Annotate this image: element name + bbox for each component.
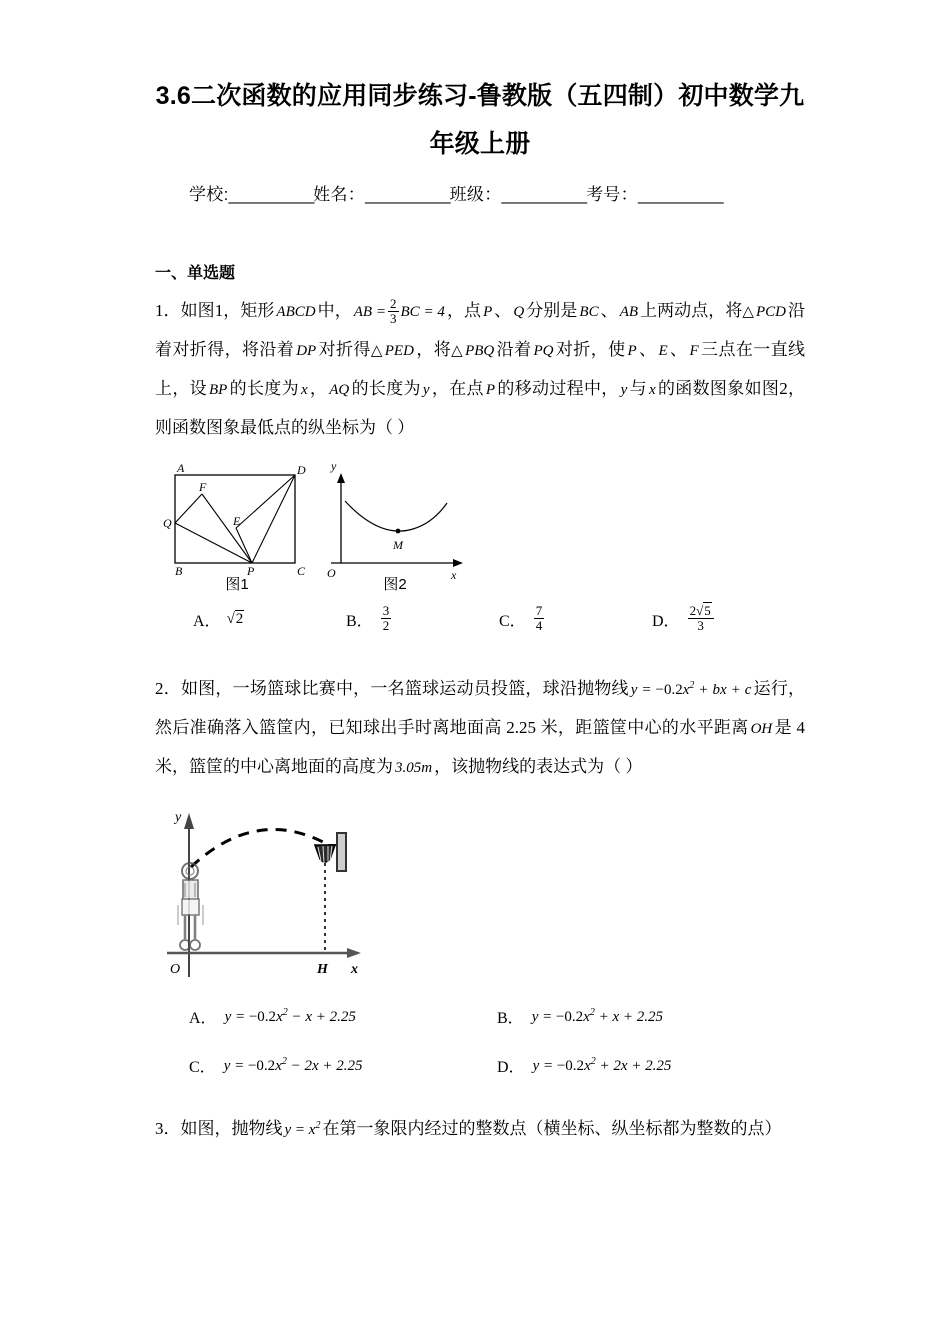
section-heading-multiple-choice: 一、单选题 — [155, 265, 236, 282]
label-x-axis: x — [451, 568, 457, 582]
q1-line3-b: 的长度为 — [229, 379, 299, 398]
name-label: 姓名： — [313, 185, 366, 204]
q1-line3-bp: BP — [208, 382, 228, 398]
q1-text-b: 中， — [317, 301, 352, 320]
label-x-axis: x — [351, 962, 358, 978]
q1-text-a: 如图1，矩形 — [180, 301, 275, 320]
title-line-1: 3.6二次函数的应用同步练习-鲁教版（五四制）初中数学九 — [155, 82, 805, 110]
q1-line2-dp: DP — [296, 343, 317, 359]
label-y-axis: y — [175, 810, 182, 826]
q1-line2-g: P — [627, 343, 637, 359]
q1-line3-h: 的 — [657, 379, 676, 398]
question-1-options — [155, 605, 805, 633]
q2-line1-b: 运行， — [753, 679, 806, 699]
q1-line3-d: 的长度为 — [351, 379, 421, 398]
label-B: B — [175, 564, 183, 578]
y-axis-arrow — [184, 813, 194, 829]
figure-1-diagram — [163, 461, 306, 578]
basketball-hoop-icon — [315, 833, 346, 871]
figure-2-diagram — [327, 461, 463, 582]
q1-line3-y: y — [422, 382, 430, 398]
question-2-options-row-2 — [155, 1054, 805, 1077]
question-3 — [155, 1107, 805, 1149]
exam-number-label: 考号： — [586, 185, 638, 204]
page-content — [155, 0, 805, 1149]
q1-line4: 函数图象如图2，则函数图象最低点的纵坐标为（ ） — [155, 379, 806, 437]
q1-line3-c: ， — [309, 379, 328, 398]
q2-math-oh: OH — [750, 721, 773, 738]
q2-option-b[interactable]: B． $y = -0.2x^2 + x + 2.25$ — [497, 1007, 664, 1028]
basketball-trajectory-svg — [165, 805, 405, 990]
q1-number: 1． — [155, 301, 181, 320]
name-blank[interactable]: __________ — [365, 185, 450, 204]
q1-option-d-value: $\frac{2√5}{3}$ — [686, 605, 716, 633]
q1-line3-a: 点在一直线上，设 — [155, 340, 806, 398]
q1-line2-pq: PQ — [533, 343, 554, 359]
q1-line2-e: 沿着 — [496, 340, 532, 359]
q1-text-f: 、 — [600, 301, 618, 320]
class-blank[interactable]: __________ — [501, 185, 587, 204]
q2-line1-a: 如图，一场篮球比赛中，一名篮球运动员投篮，球沿抛物线 — [180, 679, 629, 699]
x-axis-arrow — [347, 948, 361, 958]
q1-line3-y2: y — [620, 382, 628, 398]
q2-number: 2． — [155, 679, 181, 699]
q2-line2-a: 然后准确落入篮筐内，已知球出手时离地面高 2.25 米，距篮筐中心的水平距离 — [155, 718, 749, 738]
q2-formula: $y = -0.2x^2$ + bx + c — [630, 680, 752, 699]
q1-line2-l: 三 — [700, 340, 719, 359]
q2-line3-a: 米，篮筐的中心离地面的高度为 — [155, 757, 393, 777]
q1-line3-aq: AQ — [329, 382, 350, 398]
label-C: C — [297, 564, 306, 578]
figure-2-caption: 图2 — [383, 576, 407, 593]
q1-option-c-value: $\frac{7}{4}$ — [535, 603, 543, 633]
q1-option-b-value: $\frac{3}{2}$ — [382, 603, 390, 633]
q1-triangle-symbol-1: △ — [742, 304, 754, 320]
label-y-axis: y — [331, 461, 337, 473]
q1-option-c[interactable]: C． $\frac{7}{4}$ — [499, 605, 652, 633]
q2-option-d[interactable]: D． $y = -0.2x^2 + 2x + 2.25$ — [497, 1056, 672, 1077]
q2-option-a-value: $y = -0.2x^2 - x + 2.25$ — [224, 1007, 356, 1026]
q1-line3-f: 的移动过程中， — [497, 379, 619, 398]
question-2 — [155, 667, 805, 787]
ball-trajectory-dashed-curve — [191, 830, 325, 868]
label-P: P — [247, 564, 255, 578]
q1-triangle-symbol-3: △ — [451, 343, 464, 359]
student-info-line — [155, 180, 805, 210]
q1-triangle-symbol-2: △ — [370, 343, 383, 359]
q2-option-c[interactable]: C． $y = -0.2x^2 - 2x + 2.25$ — [189, 1056, 363, 1077]
q1-text-e: 分别是 — [526, 301, 578, 320]
q1-math-p: P — [483, 304, 493, 320]
q1-math-abcd: ABCD — [276, 304, 316, 320]
q1-option-b[interactable]: B． $\frac{3}{2}$ — [346, 605, 499, 633]
q1-line3-x2: x — [648, 382, 656, 398]
figure-1-and-2-svg — [155, 461, 475, 591]
q1-line2-c: 对折得 — [318, 340, 371, 359]
question-2-options-row-1 — [155, 1005, 805, 1028]
q3-text-a: 如图，抛物线 — [180, 1119, 283, 1139]
class-label: 班级： — [449, 185, 502, 204]
label-origin-O: O — [327, 566, 336, 580]
question-1 — [155, 292, 805, 447]
q1-line2-ped: PED — [384, 343, 414, 359]
school-label: 学校: — [189, 185, 229, 204]
label-H: H — [317, 962, 328, 978]
q1-line3-x: x — [300, 382, 308, 398]
q1-line3-g: 与 — [629, 379, 647, 398]
q1-line2-f: 对折，使 — [555, 340, 626, 359]
q3-text-b: 在第一象限内经过的整数点（横坐标、纵坐标都为整数的点） — [322, 1119, 782, 1139]
label-origin-O: O — [170, 962, 181, 978]
q2-line3-b: ，该抛物线的表达式为（ ） — [434, 757, 643, 777]
label-E: E — [233, 514, 241, 528]
q2-option-c-value: $y = -0.2x^2 - 2x + 2.25$ — [223, 1056, 363, 1075]
q1-option-a[interactable]: A． √2 — [193, 610, 244, 630]
label-A: A — [177, 461, 185, 475]
q1-line2-a: PCD — [755, 304, 786, 320]
question-1-figures — [155, 461, 805, 591]
q1-line2-j: 、 — [669, 340, 688, 359]
x-axis-arrow — [453, 559, 463, 567]
label-F: F — [199, 480, 207, 494]
q1-option-d[interactable]: D． $\frac{2√5}{3}$ — [652, 605, 805, 633]
q1-line3-p: P — [485, 382, 496, 398]
q2-option-b-value: $y = -0.2x^2 + x + 2.25$ — [531, 1007, 664, 1026]
q1-option-a-value: √2 — [226, 610, 244, 627]
q1-line2-b: 沿着对折得，将沿着 — [155, 301, 806, 359]
q2-hoop-height: 3.05m — [395, 760, 433, 777]
q1-math-ab2: AB — [619, 304, 639, 320]
figure-1-caption: 图1 — [225, 576, 249, 593]
q3-formula: $y = x^2$ — [284, 1120, 321, 1139]
q2-option-d-value: $y = -0.2x^2 + 2x + 2.25$ — [532, 1056, 672, 1075]
q1-line2-h: 、 — [638, 340, 657, 359]
q2-line2-b: 是 4 — [774, 718, 805, 738]
school-blank[interactable]: __________ — [228, 185, 314, 204]
parabola-curve — [345, 501, 447, 531]
exam-number-blank[interactable]: __________ — [637, 185, 723, 204]
q1-text-d: 、 — [494, 301, 512, 320]
q1-math-q: Q — [513, 304, 525, 320]
label-M: M — [393, 538, 403, 552]
title-line-2: 年级上册 — [429, 130, 531, 158]
question-2-figure — [165, 805, 805, 995]
q1-line2-k: F — [689, 343, 699, 359]
q1-formula-ab: AB = $\frac{2}{3}$ BC = 4 — [353, 296, 445, 327]
q1-line2-i: E — [658, 343, 668, 359]
point-M-marker — [396, 529, 401, 534]
q1-text-c: ，点 — [446, 301, 482, 320]
q1-line2-d: ，将 — [415, 340, 452, 359]
q3-number: 3． — [155, 1119, 181, 1139]
page-title — [155, 0, 805, 168]
q1-math-bc: BC — [579, 304, 599, 320]
q1-line2-pbq: PBQ — [465, 343, 495, 359]
label-D: D — [297, 463, 306, 477]
q2-option-a[interactable]: A． $y = -0.2x^2 - x + 2.25$ — [189, 1007, 356, 1028]
label-Q: Q — [163, 516, 172, 530]
basketball-player-icon — [178, 863, 203, 950]
q1-line3-e: ，在点 — [431, 379, 484, 398]
q1-text-g: 上两动点，将 — [640, 301, 743, 320]
y-axis-arrow — [337, 473, 345, 483]
